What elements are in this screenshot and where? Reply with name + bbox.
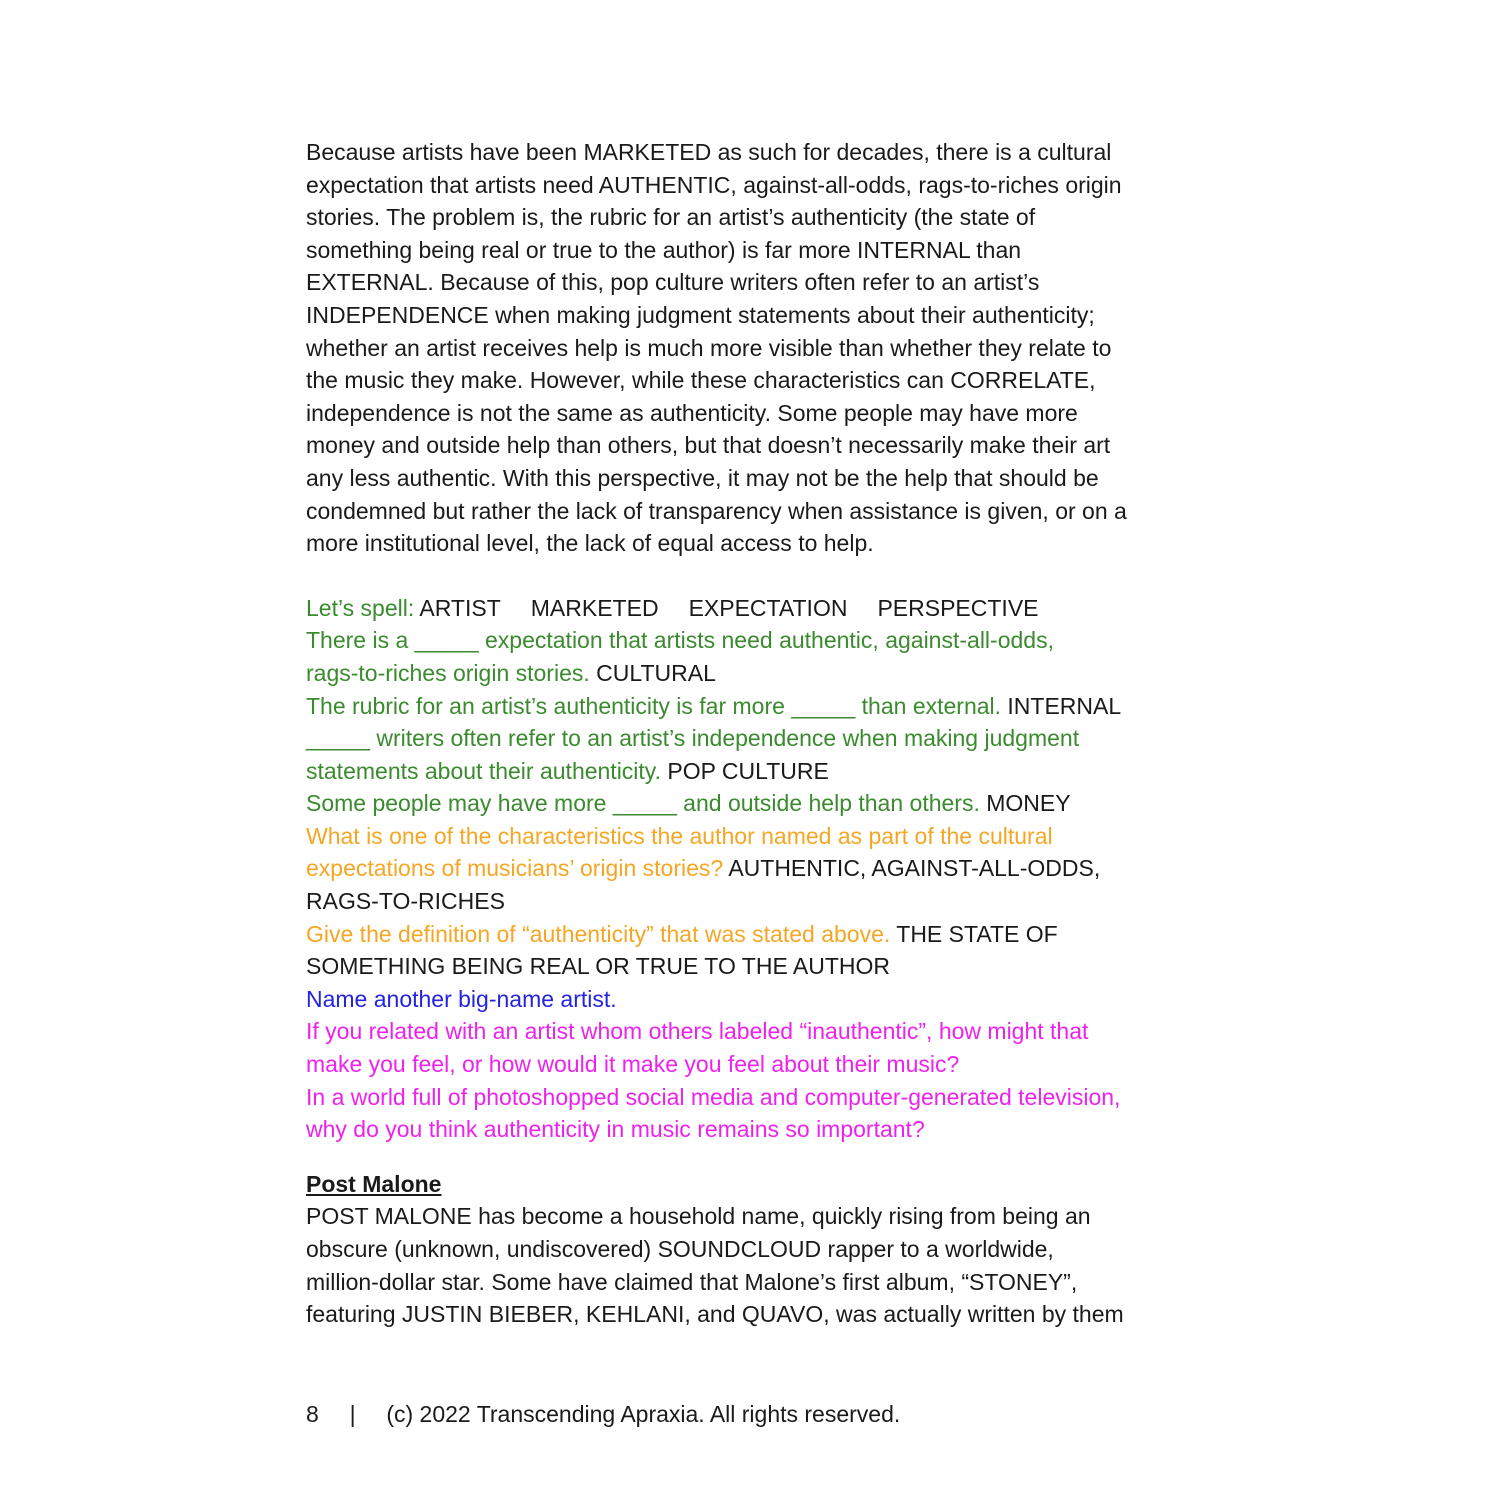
paragraph-line: any less authentic. With this perspective, it may not be the help that should be xyxy=(306,464,1099,491)
section-line: million-dollar star. Some have claimed that Malone’s first album, “STONEY”, xyxy=(306,1268,1078,1295)
discussion-question: If you related with an artist whom others labeled “inauthentic”, how might that xyxy=(306,1018,1089,1045)
spell-word: PERSPECTIVE xyxy=(877,594,1039,621)
paragraph-line: Because artists have been MARKETED as such for decades, there is a cultural xyxy=(306,139,1112,165)
exercises xyxy=(306,592,1196,1146)
paragraph-line: the music they make. However, while these characteristics can CORRELATE, xyxy=(306,367,1096,394)
fill-in-question xyxy=(306,690,1196,723)
discussion-question: In a world full of photoshopped social media and computer-generated television, xyxy=(306,1083,1121,1110)
fill-in-question xyxy=(306,657,1196,690)
section-heading: Post Malone xyxy=(306,1170,442,1197)
spacer xyxy=(306,560,1196,592)
spell-label: Let’s spell: xyxy=(306,594,415,621)
page-footer xyxy=(306,1398,900,1430)
fill-in-question xyxy=(306,755,1196,788)
naming-question: Name another big-name artist. xyxy=(306,985,617,1012)
answer-text: MONEY xyxy=(986,790,1071,817)
answer-text: INTERNAL xyxy=(1007,692,1122,719)
answer-text: CULTURAL xyxy=(596,659,716,686)
comprehension-question: What is one of the characteristics the author named as part of the cultural xyxy=(306,822,1053,849)
question-text: The rubric for an artist’s authenticity is far more _____ than external. xyxy=(306,692,1002,719)
spacer xyxy=(306,1146,1196,1168)
paragraph-line: expectation that artists need AUTHENTIC, against-all-odds, rags-to-riches origin xyxy=(306,171,1122,198)
paragraph-line: independence is not the same as authenticity. Some people may have more xyxy=(306,399,1078,426)
post-malone-section xyxy=(306,1168,1196,1331)
paragraph-line: EXTERNAL. Because of this, pop culture writers often refer to an artist’s xyxy=(306,269,1040,296)
paragraph-line: whether an artist receives help is much more visible than whether they relate to xyxy=(306,334,1112,361)
question-text: statements about their authenticity. xyxy=(306,757,661,784)
question-text: Some people may have more _____ and outside help than others. xyxy=(306,790,980,817)
paragraph-line: stories. The problem is, the rubric for an artist’s authenticity (the state of xyxy=(306,204,1036,231)
paragraph-line: something being real or true to the author) is far more INTERNAL than xyxy=(306,236,1022,263)
fill-in-question: _____ writers often refer to an artist’s independence when making judgment xyxy=(306,725,1080,752)
spell-line xyxy=(306,592,1196,625)
answer-text: RAGS-TO-RICHES xyxy=(306,888,505,915)
fill-in-question xyxy=(306,787,1196,820)
paragraph-line: more institutional level, the lack of equal access to help. xyxy=(306,530,874,557)
section-line: obscure (unknown, undiscovered) SOUNDCLOUD rapper to a worldwide, xyxy=(306,1236,1054,1262)
answer-text: SOMETHING BEING REAL OR TRUE TO THE AUTHOR xyxy=(306,953,891,980)
copyright-text: (c) 2022 Transcending Apraxia. All rights reserved. xyxy=(386,1401,901,1427)
question-text: expectations of musicians’ origin stories? xyxy=(306,855,724,882)
discussion-question: why do you think authenticity in music remains so important? xyxy=(306,1116,925,1143)
document-page xyxy=(306,136,1196,1331)
section-line: featuring JUSTIN BIEBER, KEHLANI, and QUAVO, was actually written by them xyxy=(306,1301,1124,1328)
answer-text: THE STATE OF xyxy=(896,920,1058,947)
intro-paragraph xyxy=(306,136,1196,560)
question-text: rags-to-riches origin stories. xyxy=(306,659,590,686)
page-number: 8 xyxy=(306,1401,319,1427)
paragraph-line: money and outside help than others, but that doesn’t necessarily make their art xyxy=(306,432,1111,459)
spell-word: ARTIST xyxy=(419,594,501,621)
paragraph-line: condemned but rather the lack of transparency when assistance is given, or on a xyxy=(306,497,1127,524)
section-line: POST MALONE has become a household name, quickly rising from being an xyxy=(306,1203,1091,1230)
answer-text: POP CULTURE xyxy=(667,757,829,784)
paragraph-line: INDEPENDENCE when making judgment statements about their authenticity; xyxy=(306,301,1095,328)
question-text: Give the definition of “authenticity” that was stated above. xyxy=(306,920,891,947)
comprehension-question xyxy=(306,918,1196,951)
answer-text: AUTHENTIC, AGAINST-ALL-ODDS, xyxy=(728,855,1101,882)
comprehension-question xyxy=(306,852,1196,885)
discussion-question: make you feel, or how would it make you feel about their music? xyxy=(306,1051,960,1078)
spell-word: MARKETED xyxy=(530,594,659,621)
fill-in-question: There is a _____ expectation that artists need authentic, against-all-odds, xyxy=(306,627,1054,654)
footer-separator: | xyxy=(349,1401,356,1427)
spell-word: EXPECTATION xyxy=(688,594,848,621)
